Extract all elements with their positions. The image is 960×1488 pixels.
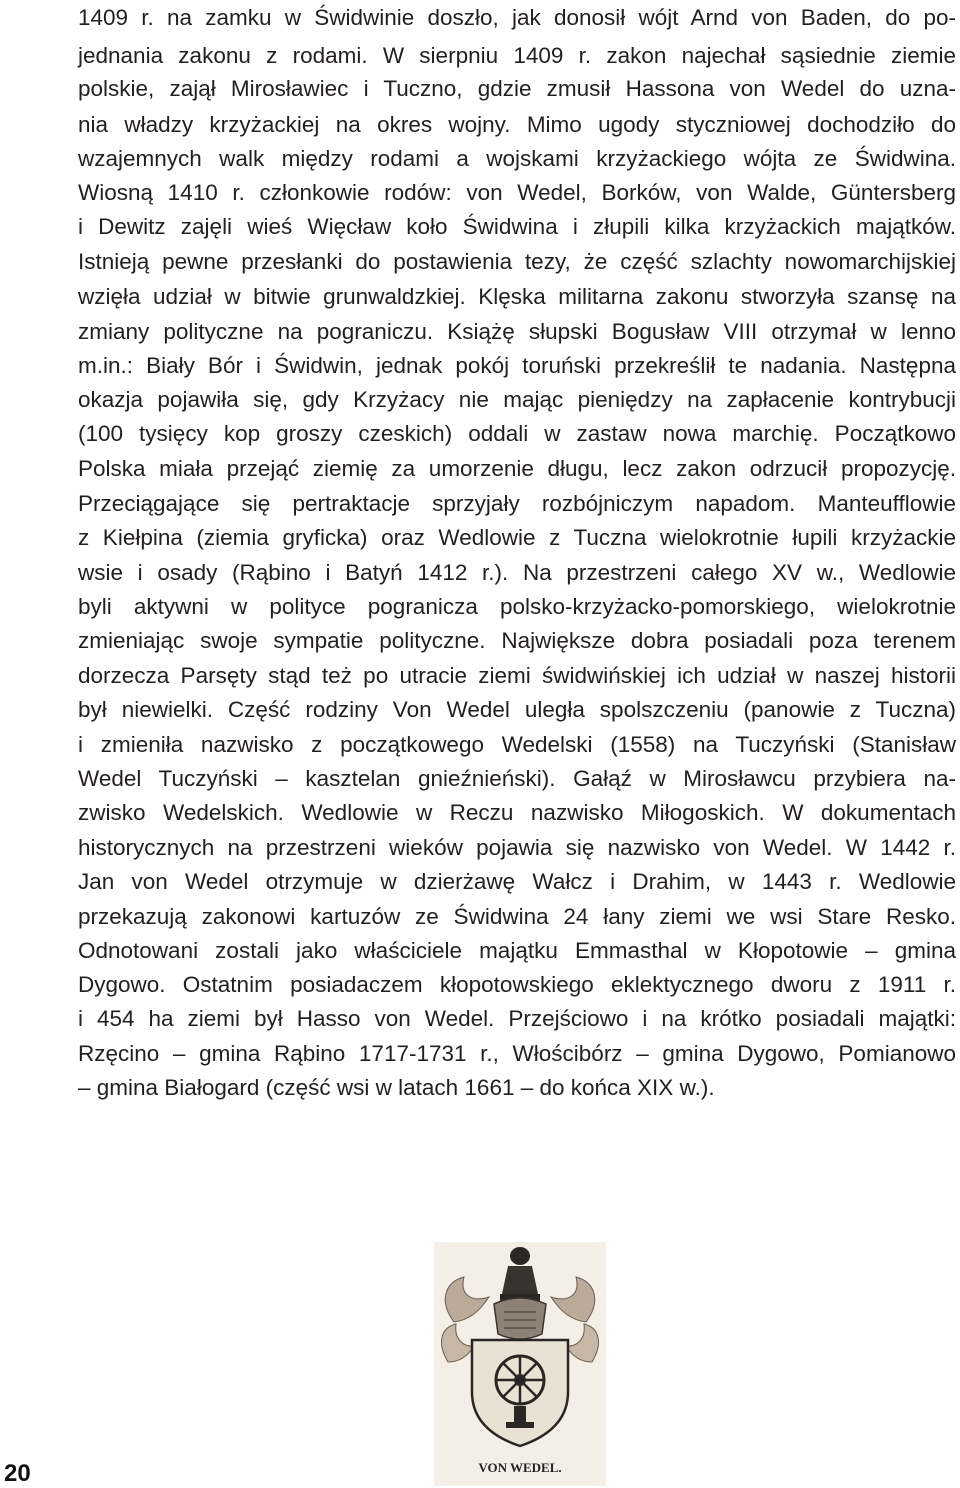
text-line: polskie, zajął Mirosławiec i Tuczno, gdzie zmusił Hassona von Wedel do uzna-: [78, 76, 956, 101]
text-line: wzięła udział w bitwie grunwaldzkiej. Klęska militarna zakonu stworzyła szansę na: [78, 284, 956, 309]
text-line: z Kiełpina (ziemia gryficka) oraz Wedlowie z Tuczna wielokrotnie łupili krzyżackie: [78, 525, 956, 550]
text-line: przekazują zakonowi kartuzów ze Świdwina 24 łany ziemi we wsi Stare Resko.: [78, 904, 956, 929]
coat-of-arms-illustration: [434, 1242, 606, 1486]
text-line: Dygowo. Ostatnim posiadaczem kłopotowskiego eklektycznego dworu z 1911 r.: [78, 972, 956, 997]
text-line: Wiosną 1410 r. członkowie rodów: von Wedel, Borków, von Walde, Güntersberg: [78, 180, 956, 205]
text-line: Istnieją pewne przesłanki do postawienia tezy, że część szlachty nowomarchijskiej: [78, 249, 956, 274]
text-line: i Dewitz zajęli wieś Więcław koło Świdwina i złupili kilka krzyżackich majątków.: [78, 214, 956, 239]
coat-of-arms-icon: [434, 1242, 606, 1486]
text-line: Polska miała przejąć ziemię za umorzenie długu, lecz zakon odrzucił propozycję.: [78, 456, 956, 481]
text-line: (100 tysięcy kop groszy czeskich) oddali w zastaw nowa marchię. Początkowo: [78, 421, 956, 446]
text-line: zmieniając swoje sympatie polityczne. Największe dobra posiadali poza terenem: [78, 628, 956, 653]
text-line: Odnotowani zostali jako właściciele majątku Emmasthal w Kłopotowie – gmina: [78, 938, 956, 963]
text-line: Przeciągające się pertraktacje sprzyjały rozbójniczym napadom. Manteufflowie: [78, 491, 956, 516]
text-line: jednania zakonu z rodami. W sierpniu 1409 r. zakon najechał sąsiednie ziemie: [78, 43, 956, 68]
text-line: Rzęcino – gmina Rąbino 1717-1731 r., Włościbórz – gmina Dygowo, Pomianowo: [78, 1041, 956, 1066]
text-line: okazja pojawiła się, gdy Krzyżacy nie mając pieniędzy na zapłacenie kontrybucji: [78, 387, 956, 412]
text-line: Wedel Tuczyński – kasztelan gnieźnieński). Gałąź w Mirosławcu przybiera na-: [78, 766, 956, 791]
text-line: i zmieniła nazwisko z początkowego Wedelski (1558) na Tuczyński (Stanisław: [78, 732, 956, 757]
text-line: i 454 ha ziemi był Hasso von Wedel. Przejściowo i na krótko posiadali majątki:: [78, 1006, 956, 1031]
text-line: zwisko Wedelskich. Wedlowie w Reczu nazwisko Miłogoskich. W dokumentach: [78, 800, 956, 825]
page-number: 20: [4, 1460, 31, 1487]
text-line: 1409 r. na zamku w Świdwinie doszło, jak donosił wójt Arnd von Baden, do po-: [78, 5, 956, 30]
text-line: był niewielki. Część rodziny Von Wedel uległa spolszczeniu (panowie z Tuczna): [78, 697, 956, 722]
crest-caption: VON WEDEL.: [478, 1460, 562, 1475]
text-line: byli aktywni w polityce pogranicza polsko-krzyżacko-pomorskiego, wielokrotnie: [78, 594, 956, 619]
text-line: dorzecza Parsęty stąd też po utracie ziemi świdwińskiej ich udział w naszej historii: [78, 663, 956, 688]
text-line: wzajemnych walk między rodami a wojskami krzyżackiego wójta ze Świdwina.: [78, 146, 956, 171]
text-line: zmiany polityczne na pograniczu. Książę słupski Bogusław VIII otrzymał w lenno: [78, 319, 956, 344]
text-line: m.in.: Biały Bór i Świdwin, jednak pokój toruński przekreślił te nadania. Następna: [78, 353, 956, 378]
text-line: wsie i osady (Rąbino i Batyń 1412 r.). Na przestrzeni całego XV w., Wedlowie: [78, 560, 956, 585]
text-line: nia władzy krzyżackiej na okres wojny. Mimo ugody styczniowej dochodziło do: [78, 112, 956, 137]
text-line-last: – gmina Białogard (część wsi w latach 1661 – do końca XIX w.).: [78, 1075, 715, 1100]
text-line: Jan von Wedel otrzymuje w dzierżawę Wałcz i Drahim, w 1443 r. Wedlowie: [78, 869, 956, 894]
text-line: historycznych na przestrzeni wieków pojawia się nazwisko von Wedel. W 1442 r.: [78, 835, 956, 860]
